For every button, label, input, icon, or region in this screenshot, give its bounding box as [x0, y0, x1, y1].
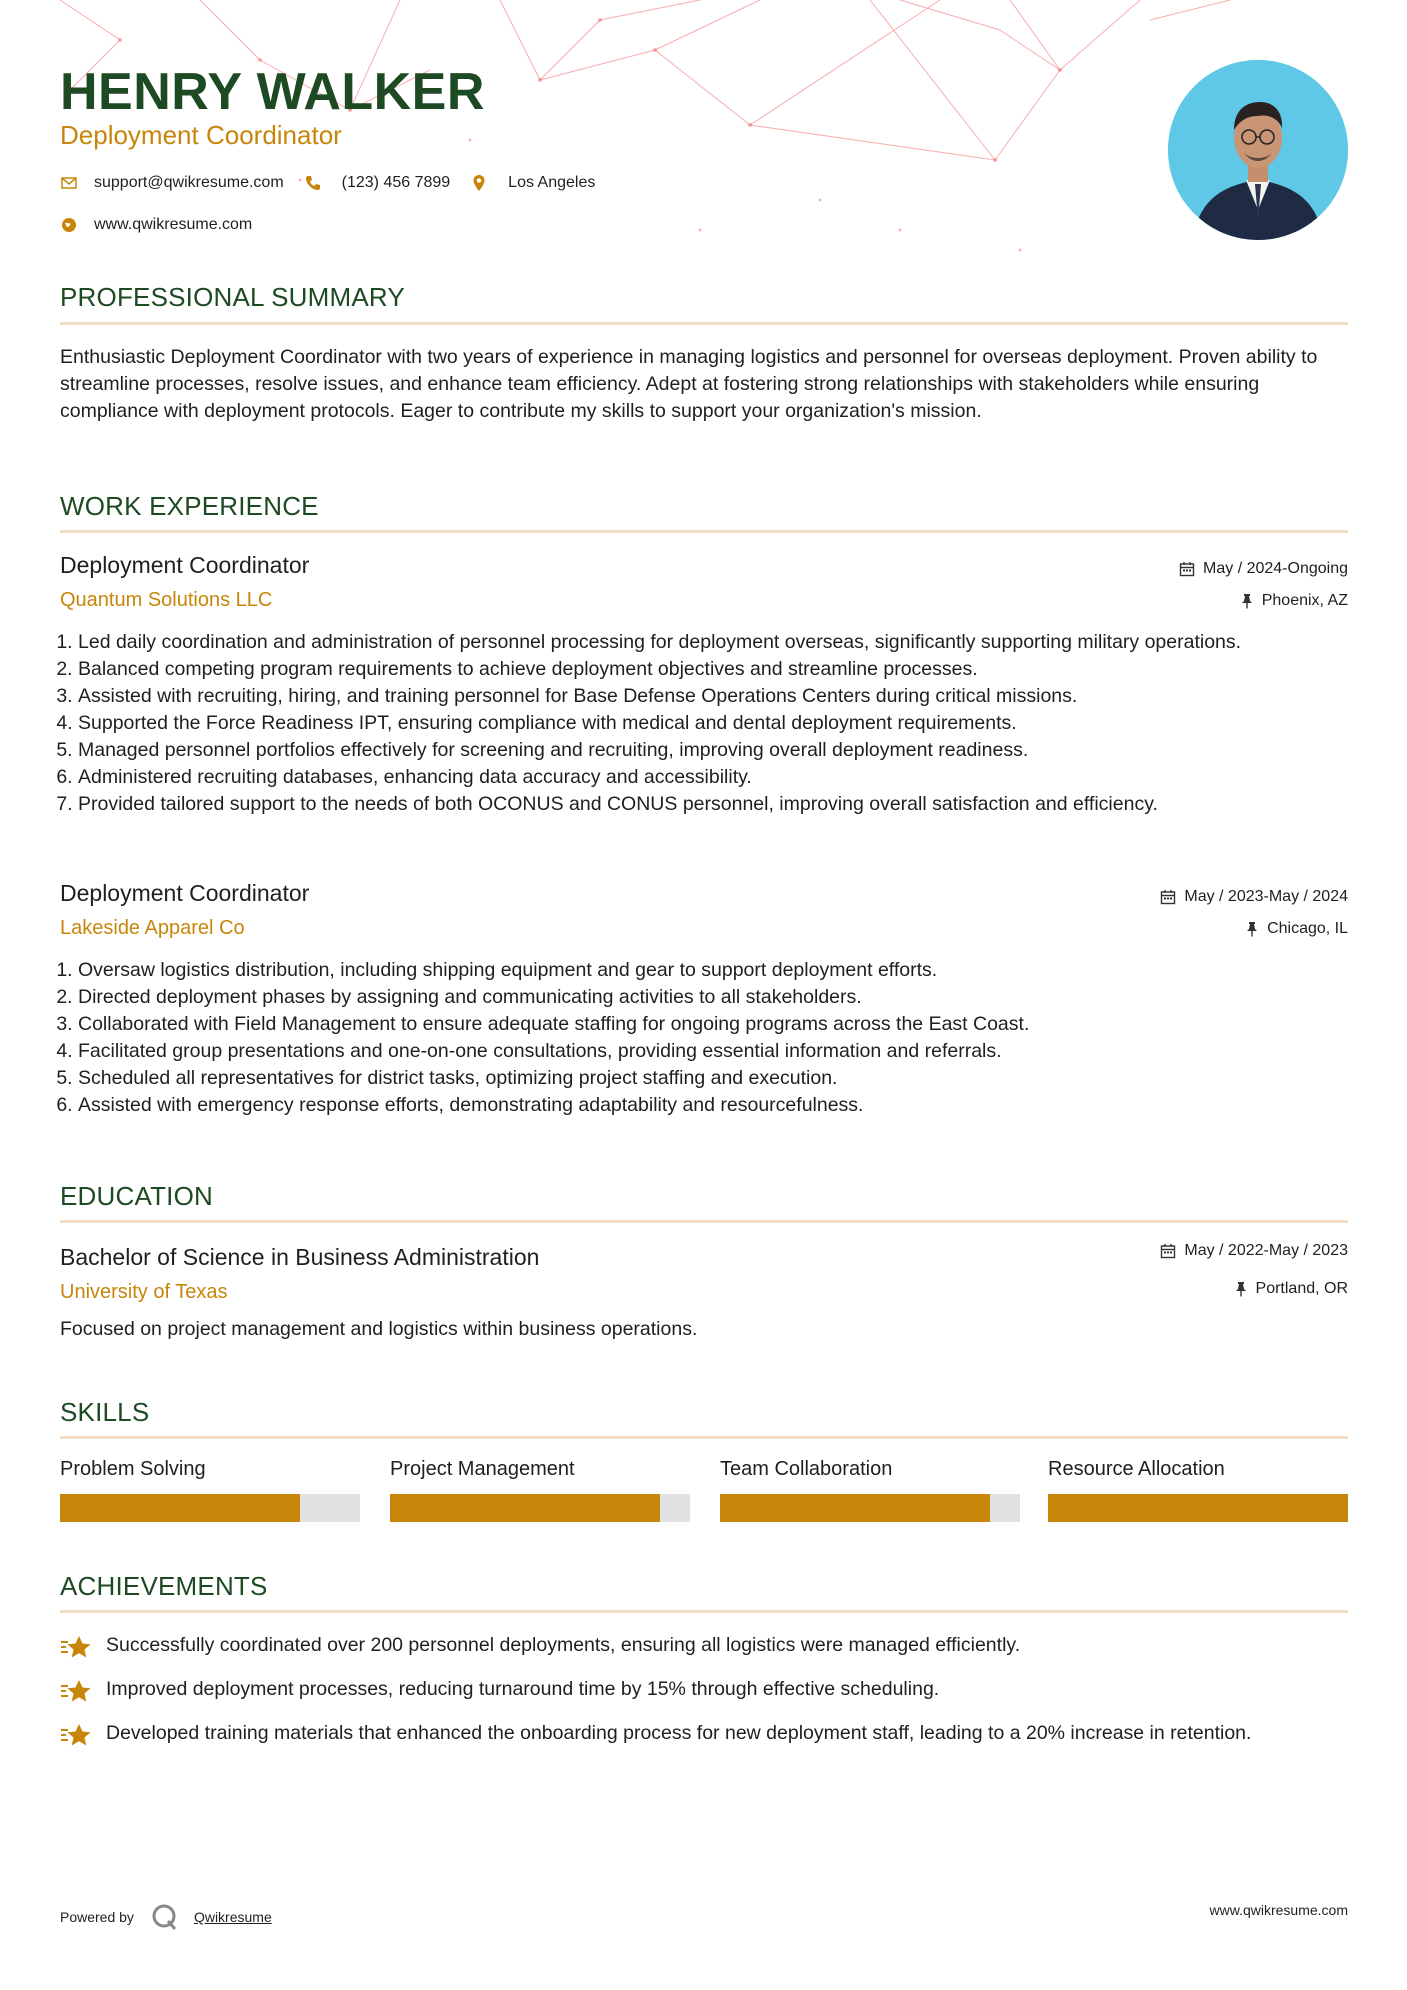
education-location-text: Portland, OR — [1255, 1280, 1348, 1297]
job-1-dates-text: May / 2024-Ongoing — [1203, 560, 1348, 577]
map-pin-icon — [470, 174, 488, 192]
education-divider — [60, 1220, 1348, 1223]
skill-label: Project Management — [390, 1458, 575, 1480]
list-item: 3. Assisted with recruiting, hiring, and training personnel for Base Defense Operations Centers during critical missions. — [78, 683, 1366, 710]
globe-icon — [60, 216, 78, 234]
candidate-title: Deployment Coordinator — [60, 120, 342, 150]
skill-project-management — [390, 1458, 690, 1481]
pushpin-icon — [1234, 1281, 1248, 1297]
skill-bar-fill — [720, 1494, 990, 1522]
location-text: Los Angeles — [508, 174, 596, 191]
calendar-icon — [1160, 1243, 1176, 1259]
list-item: 4. Facilitated group presentations and one-on-one consultations, providing essential information and referrals. — [78, 1038, 1366, 1065]
pushpin-icon — [1240, 593, 1254, 609]
skill-bar-fill — [1048, 1494, 1348, 1522]
calendar-icon — [1179, 561, 1195, 577]
footer-website[interactable]: www.qwikresume.com — [1209, 1902, 1348, 1918]
job-2-responsibilities — [60, 957, 1366, 1119]
job-1-location-text: Phoenix, AZ — [1261, 592, 1348, 609]
phone-icon — [304, 174, 322, 192]
skill-bar-fill — [390, 1494, 660, 1522]
achievements-divider — [60, 1610, 1348, 1613]
profile-photo-illustration — [1168, 60, 1348, 240]
job-2-location-text: Chicago, IL — [1267, 920, 1348, 937]
list-item: 6. Assisted with emergency response efforts, demonstrating adaptability and resourcefulness. — [78, 1092, 1366, 1119]
skill-label: Resource Allocation — [1048, 1458, 1225, 1480]
education-dates — [1160, 1242, 1348, 1260]
skill-resource-allocation — [1048, 1458, 1348, 1481]
profile-photo — [1168, 60, 1348, 240]
list-item: 1. Oversaw logistics distribution, including shipping equipment and gear to support deployment efforts. — [78, 957, 1366, 984]
education-school: University of Texas — [60, 1281, 228, 1303]
pushpin-icon — [1245, 921, 1259, 937]
list-item: 1. Led daily coordination and administration of personnel processing for deployment overseas, significantly supporting military operations. — [78, 629, 1366, 656]
education-heading: EDUCATION — [60, 1181, 213, 1211]
list-item: 2. Directed deployment phases by assigning and communicating activities to all stakeholders. — [78, 984, 1366, 1011]
list-item: 3. Collaborated with Field Management to ensure adequate staffing for ongoing programs across the East Coast. — [78, 1011, 1366, 1038]
job-1-dates — [1179, 560, 1348, 578]
qwikresume-logo-icon — [150, 1902, 180, 1932]
powered-by-label: Powered by — [60, 1909, 134, 1925]
job-1-title: Deployment Coordinator — [60, 552, 310, 578]
skill-label: Problem Solving — [60, 1458, 206, 1480]
contact-row-1 — [60, 174, 615, 192]
phone-text: (123) 456 7899 — [341, 174, 451, 191]
list-item: 2. Balanced competing program requirements to achieve deployment objectives and streamline processes. — [78, 656, 1366, 683]
achievement-text: Improved deployment processes, reducing turnaround time by 15% through effective scheduling. — [106, 1678, 940, 1700]
contact-website[interactable] — [60, 216, 252, 234]
job-2-company: Lakeside Apparel Co — [60, 917, 245, 939]
skill-bar-fill — [60, 1494, 300, 1522]
candidate-name: HENRY WALKER — [60, 63, 485, 121]
job-2-dates — [1160, 888, 1348, 906]
skills-heading: SKILLS — [60, 1397, 150, 1427]
education-degree: Bachelor of Science in Business Administration — [60, 1244, 540, 1270]
achievements-heading: ACHIEVEMENTS — [60, 1571, 268, 1601]
contact-email[interactable] — [60, 174, 284, 192]
skills-divider — [60, 1436, 1348, 1439]
list-item: 5. Managed personnel portfolios effectively for screening and recruiting, improving overall deployment readiness. — [78, 737, 1366, 764]
job-2-location — [1245, 920, 1348, 938]
star-badge-icon — [60, 1634, 92, 1660]
list-item: 5. Scheduled all representatives for district tasks, optimizing project staffing and execution. — [78, 1065, 1366, 1092]
achievement-item — [60, 1676, 1348, 1704]
skill-team-collaboration — [720, 1458, 1020, 1481]
contact-phone[interactable] — [304, 174, 451, 192]
job-1-location — [1240, 592, 1348, 610]
list-item: 4. Supported the Force Readiness IPT, ensuring compliance with medical and dental deployment requirements. — [78, 710, 1366, 737]
summary-heading: PROFESSIONAL SUMMARY — [60, 282, 405, 312]
skill-bar — [60, 1494, 360, 1522]
job-2-dates-text: May / 2023-May / 2024 — [1184, 888, 1348, 905]
achievement-text: Successfully coordinated over 200 personnel deployments, ensuring all logistics were managed efficiently. — [106, 1634, 1021, 1656]
job-1-responsibilities — [60, 629, 1366, 818]
skill-label: Team Collaboration — [720, 1458, 893, 1480]
achievement-text: Developed training materials that enhanced the onboarding process for new deployment staff, leading to a 20% increase in retention. — [106, 1722, 1252, 1744]
skill-problem-solving — [60, 1458, 360, 1481]
list-item: 6. Administered recruiting databases, enhancing data accuracy and accessibility. — [78, 764, 1366, 791]
contact-location — [470, 174, 595, 192]
job-1-company: Quantum Solutions LLC — [60, 589, 273, 611]
website-text: www.qwikresume.com — [94, 216, 253, 233]
job-2-title: Deployment Coordinator — [60, 880, 310, 906]
summary-divider — [60, 322, 1348, 325]
education-location — [1234, 1280, 1348, 1298]
experience-divider — [60, 530, 1348, 533]
achievement-item — [60, 1632, 1348, 1660]
list-item: 7. Provided tailored support to the needs of both OCONUS and CONUS personnel, improving overall satisfaction and efficiency. — [78, 791, 1366, 818]
contact-row-2 — [60, 216, 272, 234]
skill-bar — [720, 1494, 1020, 1522]
star-badge-icon — [60, 1722, 92, 1748]
education-dates-text: May / 2022-May / 2023 — [1184, 1242, 1348, 1259]
education-description: Focused on project management and logistics within business operations. — [60, 1318, 698, 1340]
skill-bar — [390, 1494, 690, 1522]
email-text: support@qwikresume.com — [94, 174, 284, 191]
summary-text: Enthusiastic Deployment Coordinator with two years of experience in managing logistics and personnel for overseas deployment. Proven ability to streamline processes, resolve issues, and enhance team efficiency. Adept at fostering strong relationships with stakeholders while ensuring compliance with deployment protocols. Eager to contribute my skills to support your organization's mission. — [60, 346, 1318, 422]
footer-powered-by — [60, 1902, 272, 1932]
qwikresume-link[interactable]: Qwikresume — [193, 1909, 272, 1925]
experience-heading: WORK EXPERIENCE — [60, 491, 319, 521]
achievement-item — [60, 1720, 1348, 1748]
star-badge-icon — [60, 1678, 92, 1704]
calendar-icon — [1160, 889, 1176, 905]
skill-bar — [1048, 1494, 1348, 1522]
envelope-icon — [60, 174, 78, 192]
